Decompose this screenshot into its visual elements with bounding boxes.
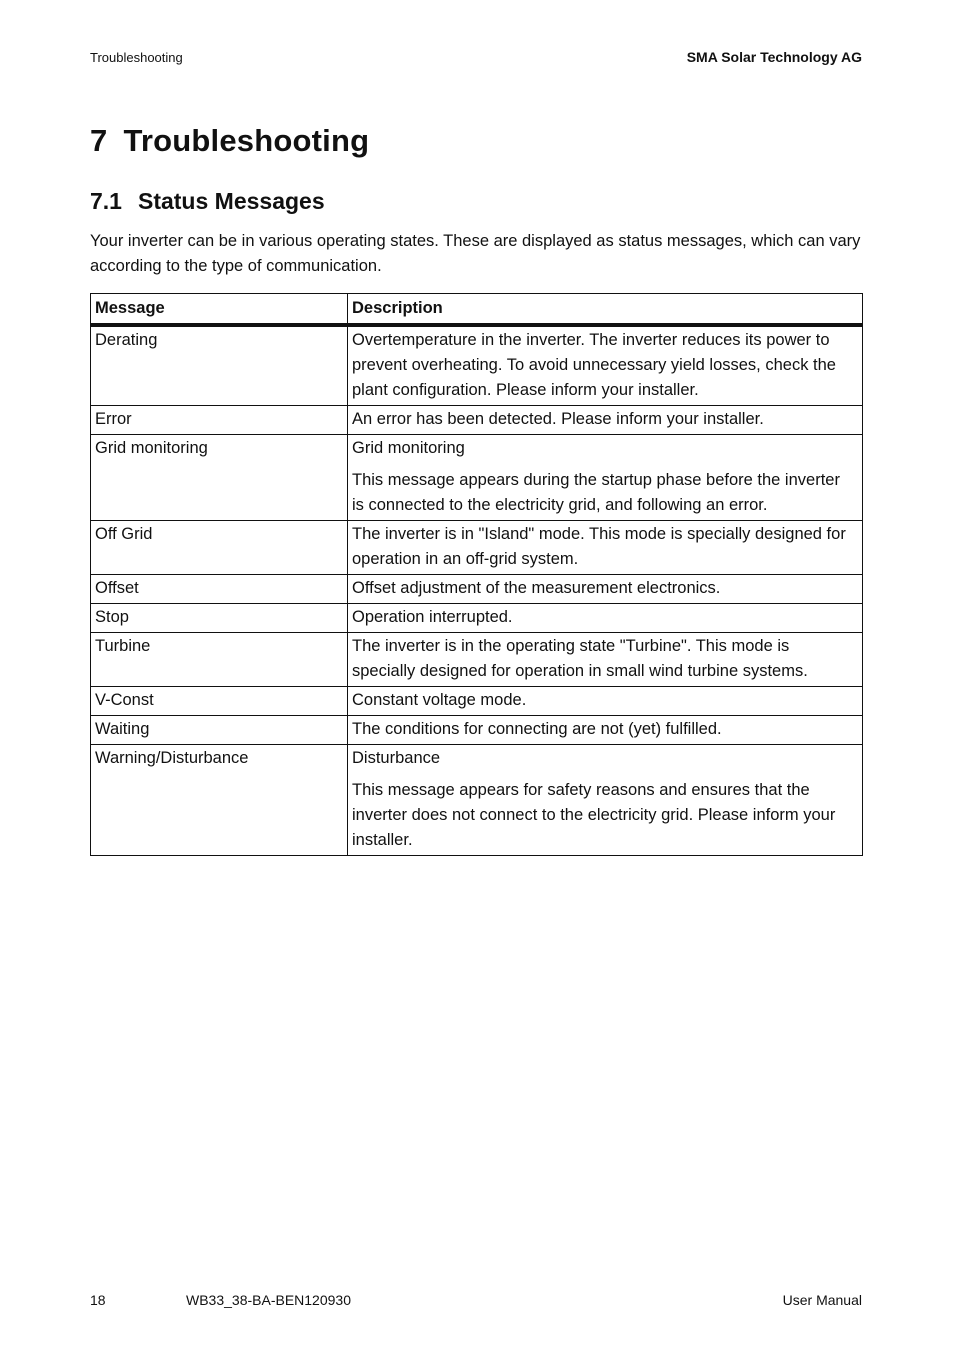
description-paragraph: This message appears for safety reasons and ensures that the inverter does not connect to the electricity grid. Please inform your installer. xyxy=(352,781,836,849)
table-row xyxy=(91,745,863,856)
description-paragraph: This message appears during the startup phase before the inverter is connected to the electricity grid, and following an error. xyxy=(352,471,840,514)
table-row xyxy=(91,604,863,633)
status-message-cell: Stop xyxy=(91,604,348,633)
status-message-cell: Off Grid xyxy=(91,521,348,575)
intro-paragraph: Your inverter can be in various operating states. These are displayed as status messages, which can vary according to the type of communication. xyxy=(90,232,861,275)
footer-document-id: WB33_38-BA-BEN120930 xyxy=(186,1292,351,1308)
table-row xyxy=(91,633,863,687)
status-description-cell xyxy=(348,687,863,716)
description-paragraph: Overtemperature in the inverter. The inverter reduces its power to prevent overheating. To avoid unnecessary yield losses, check the plant configuration. Please inform your installer. xyxy=(352,331,836,399)
chapter-title: Troubleshooting xyxy=(123,123,370,158)
section-title: Status Messages xyxy=(137,188,325,214)
table-header-row xyxy=(91,294,863,326)
table-row xyxy=(91,521,863,575)
status-description-cell xyxy=(348,745,863,856)
status-messages-table xyxy=(90,293,863,856)
status-message-cell: Derating xyxy=(91,325,348,406)
status-description-cell xyxy=(348,521,863,575)
description-paragraph: Disturbance xyxy=(352,749,441,767)
status-message-cell: Waiting xyxy=(91,716,348,745)
table-row xyxy=(91,325,863,406)
running-header-section: Troubleshooting xyxy=(90,50,183,65)
description-paragraph: Operation interrupted. xyxy=(352,608,513,626)
status-message-cell: Turbine xyxy=(91,633,348,687)
status-description-cell xyxy=(348,716,863,745)
status-description-cell xyxy=(348,435,863,521)
description-paragraph: Offset adjustment of the measurement electronics. xyxy=(352,579,721,597)
section-heading xyxy=(90,188,325,215)
description-paragraph: The conditions for connecting are not (yet) fulfilled. xyxy=(352,720,722,738)
status-message-cell: V-Const xyxy=(91,687,348,716)
table-row xyxy=(91,435,863,521)
table-row xyxy=(91,716,863,745)
description-paragraph: The inverter is in the operating state "Turbine". This mode is specially designed for operation in small wind turbine systems. xyxy=(352,637,808,680)
status-message-cell: Offset xyxy=(91,575,348,604)
chapter-heading xyxy=(90,123,369,159)
section-number: 7.1 xyxy=(90,188,122,214)
status-description-cell xyxy=(348,325,863,406)
status-description-cell xyxy=(348,604,863,633)
status-message-cell: Grid monitoring xyxy=(91,435,348,521)
chapter-number: 7 xyxy=(90,123,108,158)
status-message-cell: Error xyxy=(91,406,348,435)
status-description-cell xyxy=(348,575,863,604)
footer-page-number: 18 xyxy=(90,1292,106,1308)
footer-manual-label: User Manual xyxy=(782,1292,862,1308)
description-paragraph: Grid monitoring xyxy=(352,439,465,457)
description-paragraph: Constant voltage mode. xyxy=(352,691,527,709)
description-paragraph: An error has been detected. Please inform your installer. xyxy=(352,410,764,428)
description-paragraph: The inverter is in "Island" mode. This mode is specially designed for operation in an off-grid system. xyxy=(352,525,846,568)
status-message-cell: Warning/Disturbance xyxy=(91,745,348,856)
table-row xyxy=(91,687,863,716)
status-description-cell xyxy=(348,633,863,687)
table-body xyxy=(91,325,863,856)
status-description-cell xyxy=(348,406,863,435)
table-row xyxy=(91,575,863,604)
running-header-company: SMA Solar Technology AG xyxy=(686,49,862,65)
column-header-message: Message xyxy=(91,294,348,326)
column-header-description: Description xyxy=(348,294,863,326)
table-row xyxy=(91,406,863,435)
